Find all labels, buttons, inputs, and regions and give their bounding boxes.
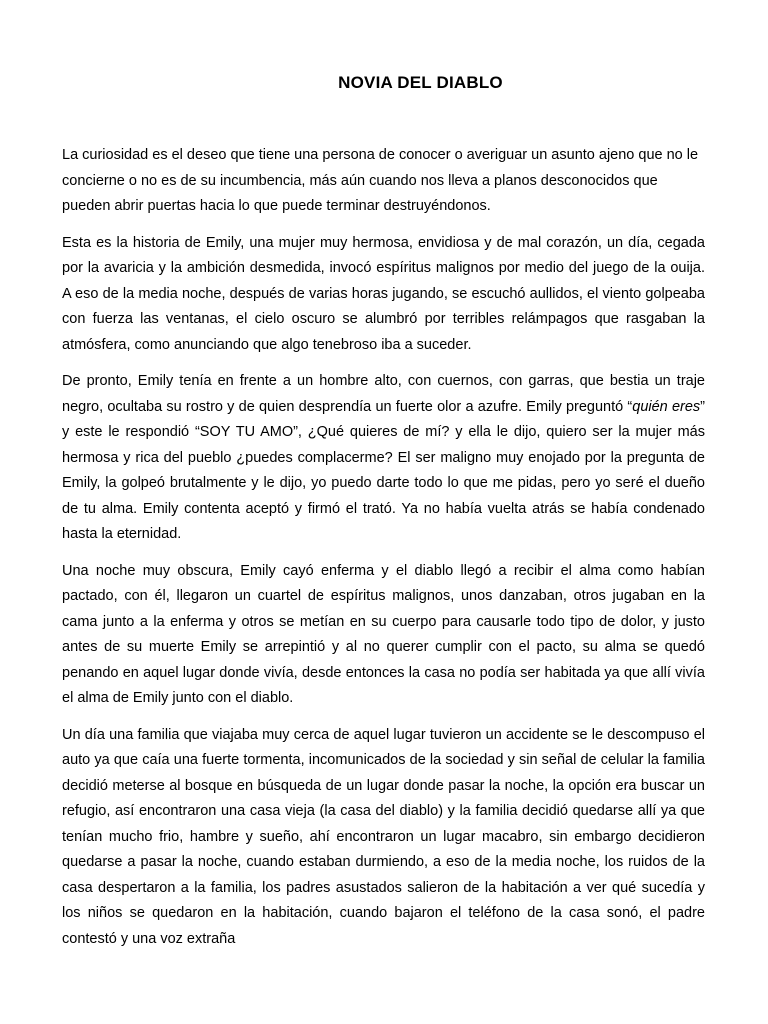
paragraph-text: Un día una familia que viajaba muy cerca de aquel lugar tuvieron un accidente se le descompuso el auto ya que caía una fuerte tormenta, incomunicados de la sociedad y sin señal de celular la familia decidió meterse al bosque en búsqueda de un lugar donde pasar la noche, la opción era buscar un refugio, así encontraron una casa vieja (la casa del diablo) y la familia decidió quedarse allí ya que tenían mucho frio, hambre y sueño, ahí encontraron un lugar macabro, sin embargo decidieron quedarse a pasar la noche, cuando estaban durmiendo, a eso de la media noche, los ruidos de la casa despertaron a la familia, los padres asustados salieron de la habitación a ver qué sucedía y los niños se quedaron en la habitación, cuando bajaron el teléfono de la casa sonó, el padre contestó y una voz extraña <box>62 726 705 947</box>
document-title: NOVIA DEL DIABLO <box>338 73 503 92</box>
paragraph-text: De pronto, Emily tenía en frente a un hombre alto, con cuernos, con garras, que bestia un traje negro, ocultaba su rostro y de quien desprendía un fuerte olor a azufre. Emily preguntó “ <box>62 373 705 415</box>
document-body <box>62 143 705 963</box>
paragraph-italic-text: quién eres <box>632 398 701 415</box>
paragraph-text: La curiosidad es el deseo que tiene una persona de conocer o averiguar un asunto ajeno que no le concierne o no es de su incumbencia, más aún cuando nos lleva a planos desconocidos que pueden abrir puertas hacia lo que puede terminar destruyéndonos. <box>62 147 699 214</box>
paragraph <box>62 723 705 953</box>
paragraph <box>62 559 705 712</box>
paragraph <box>62 143 705 220</box>
paragraph-text: Esta es la historia de Emily, una mujer muy hermosa, envidiosa y de mal corazón, un día, cegada por la avaricia y la ambición desmedida, invocó espíritus malignos por medio del juego de la ouija. A eso de la media noche, después de varias horas jugando, se escuchó aullidos, el viento golpeaba con fuerza las ventanas, el cielo oscuro se alumbró por terribles relámpagos que rasgaban la atmósfera, como anunciando que algo tenebroso iba a suceder. <box>62 234 705 353</box>
paragraph <box>62 369 705 548</box>
paragraph <box>62 231 705 359</box>
paragraph-text: ” y este le respondió “SOY TU AMO”, ¿Qué quieres de mí? y ella le dijo, quiero ser la mujer más hermosa y rica del pueblo ¿puedes complacerme? El ser maligno muy enojado por la pregunta de Emily, la golpeó brutalmente y le dijo, yo puedo darte todo lo que me pidas, pero yo seré el dueño de tu alma. Emily contenta aceptó y firmó el trató. Ya no había vuelta atrás se había condenado hasta la eternidad. <box>62 398 705 542</box>
paragraph-text: Una noche muy obscura, Emily cayó enferma y el diablo llegó a recibir el alma como habían pactado, con él, llegaron un cuartel de espíritus malignos, unos danzaban, otros jugaban en la cama junto a la enferma y otros se metían en su cuerpo para causarle todo tipo de dolor, y justo antes de su muerte Emily se arrepintió y al no querer cumplir con el pacto, su alma se quedó penando en aquel lugar donde vivía, desde entonces la casa no podía ser habitada ya que allí vivía el alma de Emily junto con el diablo. <box>62 562 705 706</box>
